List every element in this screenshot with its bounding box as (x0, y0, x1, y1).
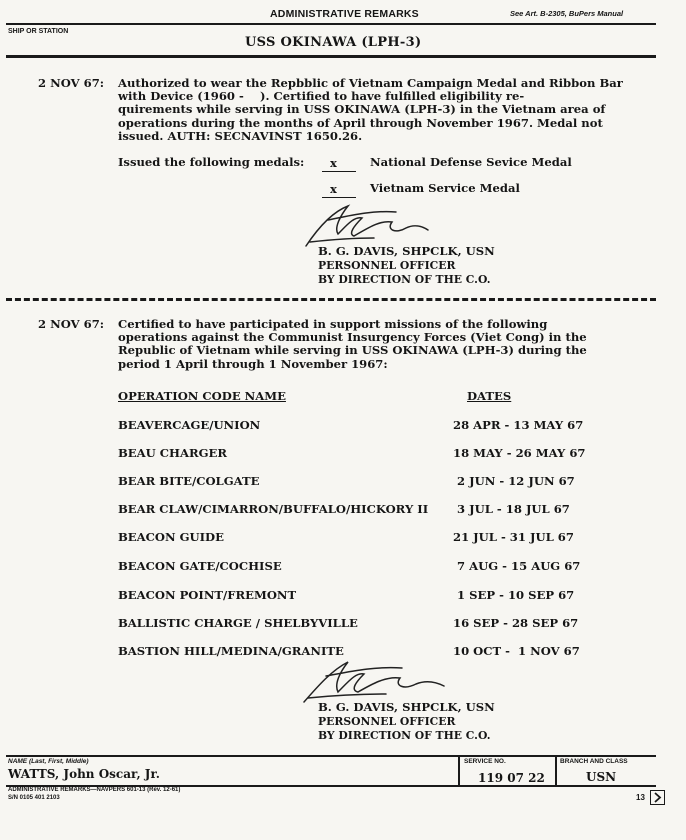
signature-1-title: PERSONNEL OFFICER (318, 259, 456, 272)
form-identifier: ADMINISTRATIVE REMARKS—NAVPERS 601-13 (Rev. 12-61) (8, 787, 181, 793)
service-no-value: 119 07 22 (478, 771, 545, 785)
medal-2-label: Vietnam Service Medal (370, 181, 520, 195)
operation-dates: 21 JUL - 31 JUL 67 (453, 530, 574, 544)
manual-reference: See Art. B-2305, BuPers Manual (510, 9, 624, 18)
medal-1-check: x (330, 156, 337, 170)
branch-class-label: BRANCH AND CLASS (560, 758, 628, 765)
footer-divider (555, 755, 557, 785)
operation-dates: 3 JUL - 18 JUL 67 (453, 502, 570, 516)
issued-medals-label: Issued the following medals: (118, 155, 305, 169)
next-page-icon (650, 790, 665, 805)
operation-name: BASTION HILL/MEDINA/GRANITE (118, 644, 344, 658)
medal-1-underline (322, 171, 356, 172)
footer-divider (458, 755, 460, 785)
operation-dates: 7 AUG - 15 AUG 67 (453, 559, 581, 573)
operation-name: BEACON POINT/FREMONT (118, 588, 297, 602)
signature-1-name: B. G. DAVIS, SHPCLK, USN (318, 244, 495, 258)
page-number: 13 (636, 793, 645, 802)
signature-2-name: B. G. DAVIS, SHPCLK, USN (318, 700, 495, 714)
operation-dates: 28 APR - 13 MAY 67 (453, 418, 584, 432)
entry2-date: 2 NOV 67: (38, 317, 105, 331)
operation-name: BALLISTIC CHARGE / SHELBYVILLE (118, 616, 358, 630)
operation-name: BEAVERCAGE/UNION (118, 418, 261, 432)
signature-1-authority: BY DIRECTION OF THE C.O. (318, 273, 491, 286)
signature-2-authority: BY DIRECTION OF THE C.O. (318, 729, 491, 742)
operation-name: BEACON GUIDE (118, 530, 224, 544)
medal-2-check: x (330, 182, 337, 196)
signature-2 (290, 652, 460, 704)
dates-column-header: DATES (467, 389, 512, 403)
name-value: WATTS, John Oscar, Jr. (8, 767, 160, 781)
header-rule (6, 23, 656, 25)
footer-top-rule (6, 755, 656, 757)
medal-1-label: National Defense Sevice Medal (370, 155, 572, 169)
operation-dates: 16 SEP - 28 SEP 67 (453, 616, 579, 630)
operation-name: BEAR BITE/COLGATE (118, 474, 260, 488)
stock-number: S/N 0105 401 2103 (8, 795, 60, 801)
service-no-label: SERVICE NO. (464, 758, 506, 765)
entry-separator (6, 298, 656, 301)
signature-2-title: PERSONNEL OFFICER (318, 715, 456, 728)
ship-station-label: SHIP OR STATION (8, 28, 69, 35)
ship-name: USS OKINAWA (LPH-3) (245, 35, 422, 50)
operation-dates: 2 JUN - 12 JUN 67 (453, 474, 575, 488)
operation-name: BEAU CHARGER (118, 446, 227, 460)
operation-name: BEACON GATE/COCHISE (118, 559, 282, 573)
operation-dates: 10 OCT - 1 NOV 67 (453, 644, 580, 658)
entry1-date: 2 NOV 67: (38, 76, 105, 90)
entry1-body: Authorized to wear the Repbblic of Vietnam Campaign Medal and Ribbon Bar with Device (1960 - ). Certified to have fulfilled eligibility re- quirements while serving in USS OKINAWA (LPH-3) in the Vietnam area of operations during the months of April through November 1967. Medal not issued. AUTH: SECNAVINST 1650.26. (118, 76, 623, 143)
operation-column-header: OPERATION CODE NAME (118, 389, 286, 403)
form-title: ADMINISTRATIVE REMARKS (270, 8, 419, 20)
operation-dates: 1 SEP - 10 SEP 67 (453, 588, 575, 602)
operation-name: BEAR CLAW/CIMARRON/BUFFALO/HICKORY II (118, 502, 429, 516)
entry2-body: Certified to have participated in support missions of the following operations against the Communist Insurgency Forces (Viet Cong) in the Republic of Vietnam while serving in USS OKINAWA (LPH-3) during the period 1 April through 1 November 1967: (118, 317, 587, 371)
branch-class-value: USN (586, 770, 617, 784)
ship-rule (6, 55, 656, 58)
signature-1 (288, 198, 448, 250)
name-label: NAME (Last, First, Middle) (8, 758, 89, 765)
operation-dates: 18 MAY - 26 MAY 67 (453, 446, 586, 460)
